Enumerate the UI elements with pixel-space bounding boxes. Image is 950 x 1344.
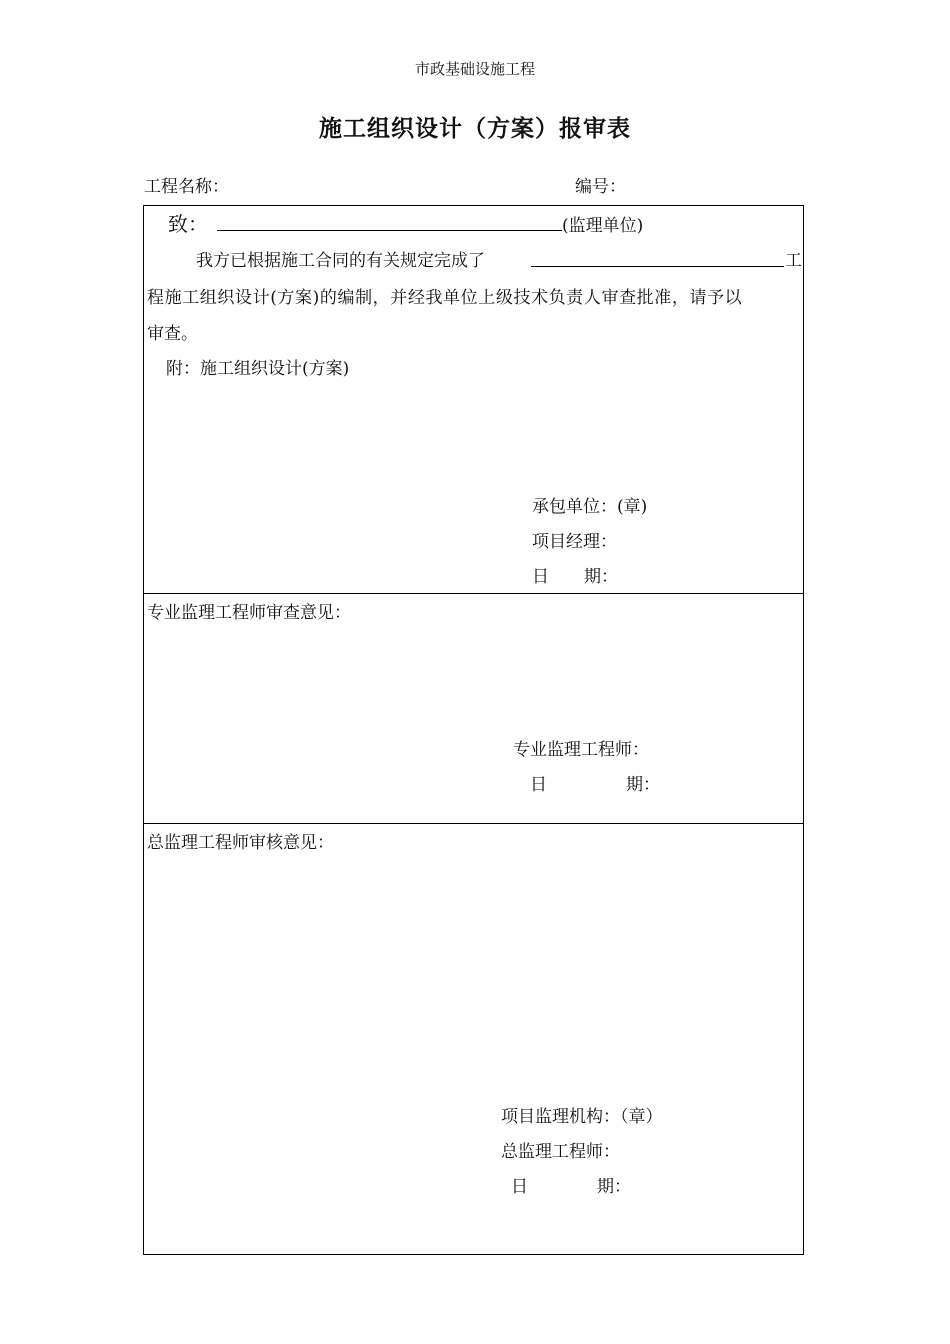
report-form [143,205,804,1255]
statement-line-3: 审查。 [147,324,198,344]
engineer-review-section [144,594,803,824]
supervision-unit-suffix: (监理单位) [562,216,644,236]
contractor-label: 承包单位：(章) [532,497,648,517]
chief-review-section [144,824,803,1254]
statement-line-1-suffix: 工 [785,251,802,271]
date-label-3a: 日 [511,1177,528,1197]
date-label-3b: 期： [597,1177,631,1197]
attachment-label: 附：施工组织设计(方案) [166,359,350,379]
submission-section [144,206,803,594]
supervision-org-label: 项目监理机构：（章） [501,1107,663,1127]
chief-engineer-label: 总监理工程师： [501,1142,620,1162]
date-label-1b: 期： [584,567,618,587]
statement-line-2: 程施工组织设计(方案)的编制，并经我单位上级技术负责人审查批准，请予以 [147,288,743,308]
number-label: 编号： [575,177,626,197]
project-name-label: 工程名称： [144,177,229,197]
date-label-1a: 日 [532,567,549,587]
page-header: 市政基础设施工程 [414,60,535,78]
project-field[interactable] [531,248,784,267]
date-label-2b: 期： [626,775,660,795]
engineer-review-heading: 专业监理工程师审查意见： [147,603,351,623]
engineer-label: 专业监理工程师： [513,740,649,760]
supervision-unit-field[interactable] [217,212,562,231]
to-label: 致： [168,212,208,236]
form-title: 施工组织设计（方案）报审表 [319,115,631,142]
chief-review-heading: 总监理工程师审核意见： [147,833,334,853]
statement-line-1: 我方已根据施工合同的有关规定完成了 [196,251,485,271]
project-manager-label: 项目经理： [532,532,617,552]
date-label-2a: 日 [530,775,547,795]
